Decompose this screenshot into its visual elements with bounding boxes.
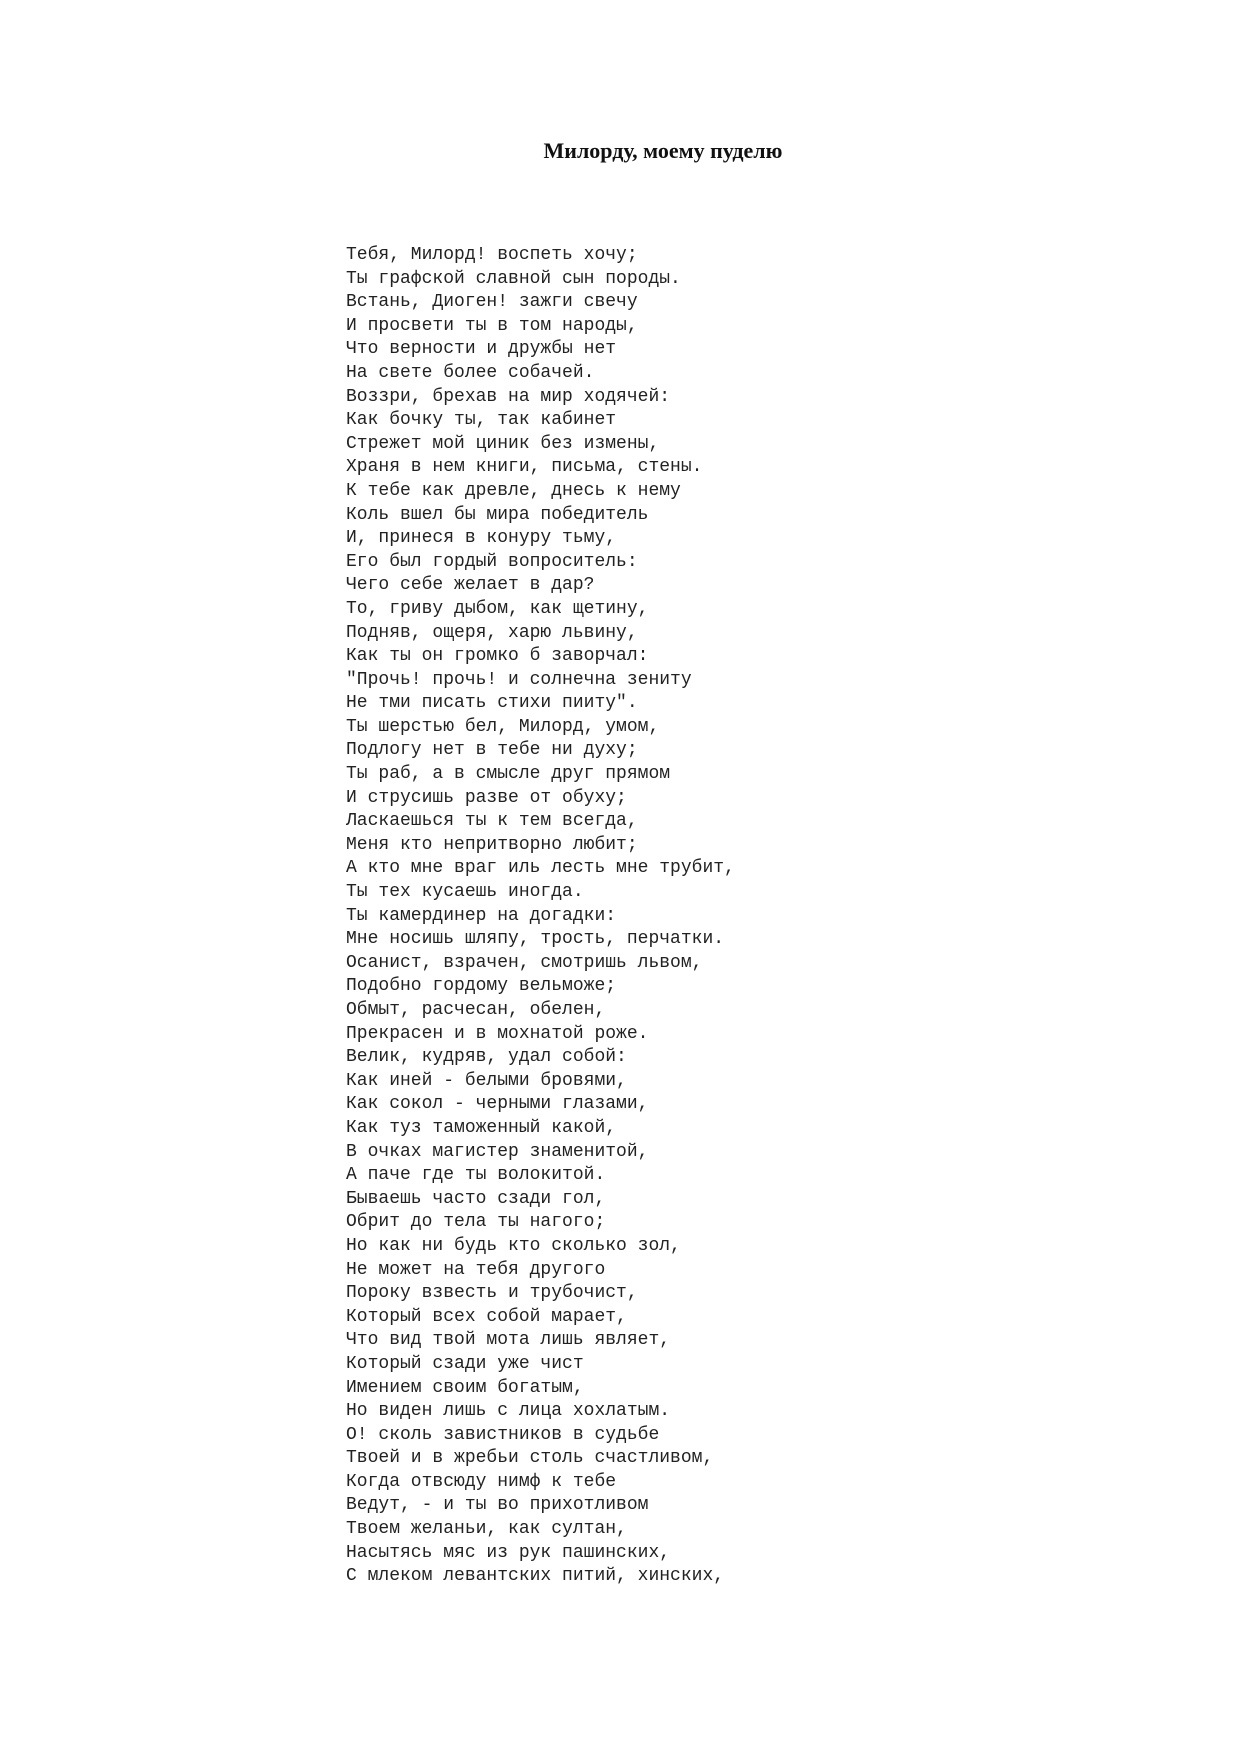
poem-line: Но как ни будь кто сколько зол, xyxy=(346,1235,681,1256)
poem-line: В очках магистер знаменитой, xyxy=(346,1141,649,1162)
poem-line: Мне носишь шляпу, трость, перчатки. xyxy=(346,929,725,950)
poem-line: Ласкаешься ты к тем всегда, xyxy=(346,811,638,832)
poem-line: Подлогу нет в тебе ни духу; xyxy=(346,740,638,761)
poem-line: То, гриву дыбом, как щетину, xyxy=(346,598,649,619)
poem-line: Как ты он громко б заворчал: xyxy=(346,646,649,667)
poem-line: Имением своим богатым, xyxy=(346,1377,584,1398)
poem-line: Стрежет мой циник без измены, xyxy=(346,433,660,454)
poem-line: Велик, кудряв, удал собой: xyxy=(346,1047,627,1068)
poem-line: Твоей и в жребьи столь счастливом, xyxy=(346,1448,714,1469)
poem-line: Твоем желаньи, как султан, xyxy=(346,1519,627,1540)
poem-line: Не может на тебя другого xyxy=(346,1259,606,1280)
poem-line: Бываешь часто сзади гол, xyxy=(346,1188,606,1209)
poem-line: Ты камердинер на догадки: xyxy=(346,905,617,926)
poem-line: Его был гордый вопроситель: xyxy=(346,551,638,572)
poem-line: Ты шерстью бел, Милорд, умом, xyxy=(346,716,660,737)
poem-line: Обрит до тела ты нагого; xyxy=(346,1212,606,1233)
poem-line: Воззри, брехав на мир ходячей: xyxy=(346,386,671,407)
poem-line: Коль вшел бы мира победитель xyxy=(346,504,649,525)
poem-line: Как туз таможенный какой, xyxy=(346,1117,617,1138)
poem-line: Ты тех кусаешь иногда. xyxy=(346,882,584,903)
poem-line: Прекрасен и в мохнатой роже. xyxy=(346,1023,649,1044)
poem-line: Ведут, - и ты во прихотливом xyxy=(346,1495,649,1516)
poem-line: Храня в нем книги, письма, стены. xyxy=(346,457,703,478)
poem-line: С млеком левантских питий, хинских, xyxy=(346,1566,725,1587)
poem-line: Как иней - белыми бровями, xyxy=(346,1070,627,1091)
poem-line: И просвети ты в том народы, xyxy=(346,315,638,336)
poem-line: Тебя, Милорд! воспеть хочу; xyxy=(346,245,638,265)
poem-line: И струсишь разве от обуху; xyxy=(346,787,627,808)
poem-line: Насытясь мяс из рук пашинских, xyxy=(346,1542,671,1563)
poem-body xyxy=(346,244,735,1589)
poem-line: Но виден лишь с лица хохлатым. xyxy=(346,1401,671,1422)
poem-line: Который сзади уже чист xyxy=(346,1353,584,1374)
poem-line: Что вид твой мота лишь являет, xyxy=(346,1330,671,1351)
poem-line: Что верности и дружбы нет xyxy=(346,339,617,360)
poem-line: К тебе как древле, днесь к нему xyxy=(346,480,681,501)
poem-line: Меня кто непритворно любит; xyxy=(346,834,638,855)
poem-line: Пороку взвесть и трубочист, xyxy=(346,1283,638,1304)
poem-line: Ты графской славной сын породы. xyxy=(346,268,681,289)
poem-line: Когда отвсюду нимф к тебе xyxy=(346,1471,617,1492)
poem-line: Подобно гордому вельможе; xyxy=(346,976,617,997)
poem-line: Подняв, ощеря, харю львину, xyxy=(346,622,638,643)
poem-line: И, принеся в конуру тьму, xyxy=(346,528,617,549)
poem-line: Обмыт, расчесан, обелен, xyxy=(346,1000,606,1020)
poem-line: Ты раб, а в смысле друг прямом xyxy=(346,764,671,785)
poem-line: На свете более собачей. xyxy=(346,362,595,383)
poem-line: О! сколь завистников в судьбе xyxy=(346,1424,660,1445)
poem-line: Как сокол - черными глазами, xyxy=(346,1094,649,1115)
poem-line: Встань, Диоген! зажги свечу xyxy=(346,292,638,313)
poem-line: Как бочку ты, так кабинет xyxy=(346,410,617,431)
poem-line: Чего себе желает в дар? xyxy=(346,575,595,596)
poem-line: "Прочь! прочь! и солнечна зениту xyxy=(346,669,692,690)
poem-line: А кто мне враг иль лесть мне трубит, xyxy=(346,858,735,879)
poem-line: А паче где ты волокитой. xyxy=(346,1165,606,1186)
poem-line: Который всех собой марает, xyxy=(346,1306,627,1327)
poem-title: Милорду, моему пуделю xyxy=(543,138,783,163)
poem-line: Не тми писать стихи пииту". xyxy=(346,693,638,714)
poem-line: Осанист, взрачен, смотришь львом, xyxy=(346,952,703,973)
